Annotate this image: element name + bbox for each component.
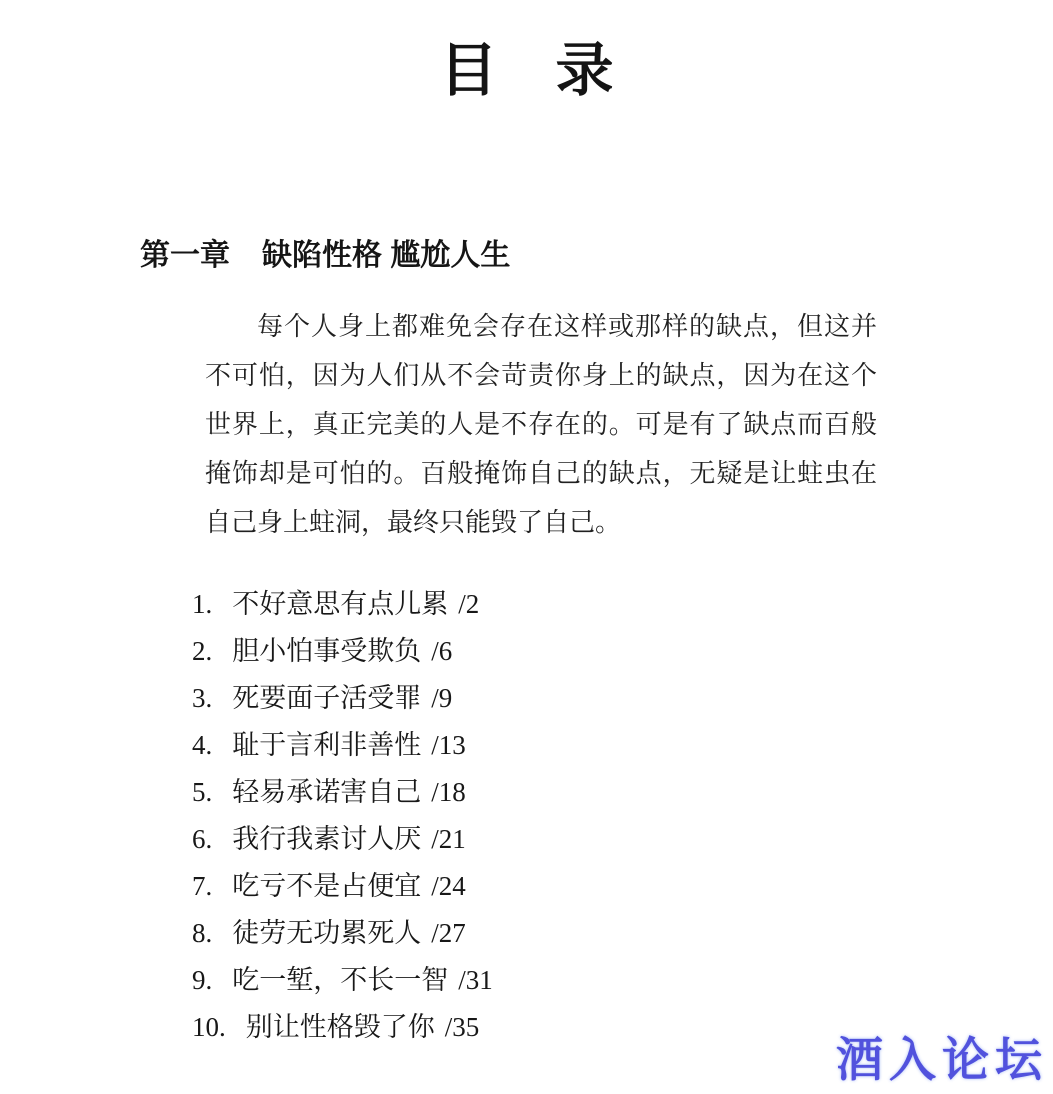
intro-line: 掩饰却是可怕的。百般掩饰自己的缺点，无疑是让蛀虫在 [205,459,877,489]
toc-item-title: 吃一堑，不长一智 [232,965,449,995]
toc-item-page: /31 [458,965,493,995]
toc-item-page: /2 [458,589,480,619]
toc-item [192,722,493,769]
intro-line: 自己身上蛀洞，最终只能毁了自己。 [205,508,622,538]
chapter-number: 第一章 [140,239,230,272]
watermark: 酒入论坛 [836,1033,1048,1088]
intro-line: 不可怕，因为人们从不会苛责你身上的缺点，因为在这个 [205,361,877,391]
toc-item-title: 吃亏不是占便宜 [232,871,422,901]
toc-item [192,816,493,863]
toc-item [192,910,493,957]
toc-item [192,675,493,722]
toc-item-number: 7. [192,871,213,901]
chapter-title: 缺陷性格 尴尬人生 [262,239,511,272]
toc-item-title: 不好意思有点儿累 [232,589,449,619]
toc-item-number: 9. [192,965,213,995]
toc-item-title: 胆小怕事受欺负 [232,636,422,666]
toc-item-title: 我行我素讨人厌 [232,824,422,854]
toc-item-title: 耻于言利非善性 [232,730,422,760]
chapter-intro [205,303,877,548]
intro-line: 世界上，真正完美的人是不存在的。可是有了缺点而百般 [205,410,877,440]
intro-line: 每个人身上都难免会存在这样或那样的缺点，但这并 [257,312,877,342]
toc-item [192,769,493,816]
toc-item-number: 4. [192,730,213,760]
toc-item-page: /24 [431,871,466,901]
toc-item [192,628,493,675]
toc-item [192,1004,493,1051]
toc-item-number: 8. [192,918,213,948]
toc-item-number: 6. [192,824,213,854]
toc-item-title: 死要面子活受罪 [232,683,422,713]
toc-item-page: /6 [431,636,453,666]
toc-item-title: 徒劳无功累死人 [232,918,422,948]
toc-item-number: 1. [192,589,213,619]
toc-item-number: 2. [192,636,213,666]
toc-item-title: 轻易承诺害自己 [232,777,422,807]
toc-item-page: /18 [431,777,466,807]
toc-item-number: 5. [192,777,213,807]
toc-item-page: /35 [444,1012,480,1042]
toc-list [192,581,493,1051]
toc-item-number: 3. [192,683,213,713]
page-title: 目 录 [439,38,614,103]
toc-item-number: 10. [192,1012,226,1042]
toc-item-title: 别让性格毁了你 [245,1012,435,1042]
toc-item [192,957,493,1004]
chapter-heading [140,238,510,274]
toc-item-page: /27 [431,918,466,948]
toc-item-page: /21 [431,824,466,854]
toc-item-page: /13 [431,730,466,760]
toc-item-page: /9 [431,683,453,713]
toc-item [192,581,493,628]
toc-item [192,863,493,910]
